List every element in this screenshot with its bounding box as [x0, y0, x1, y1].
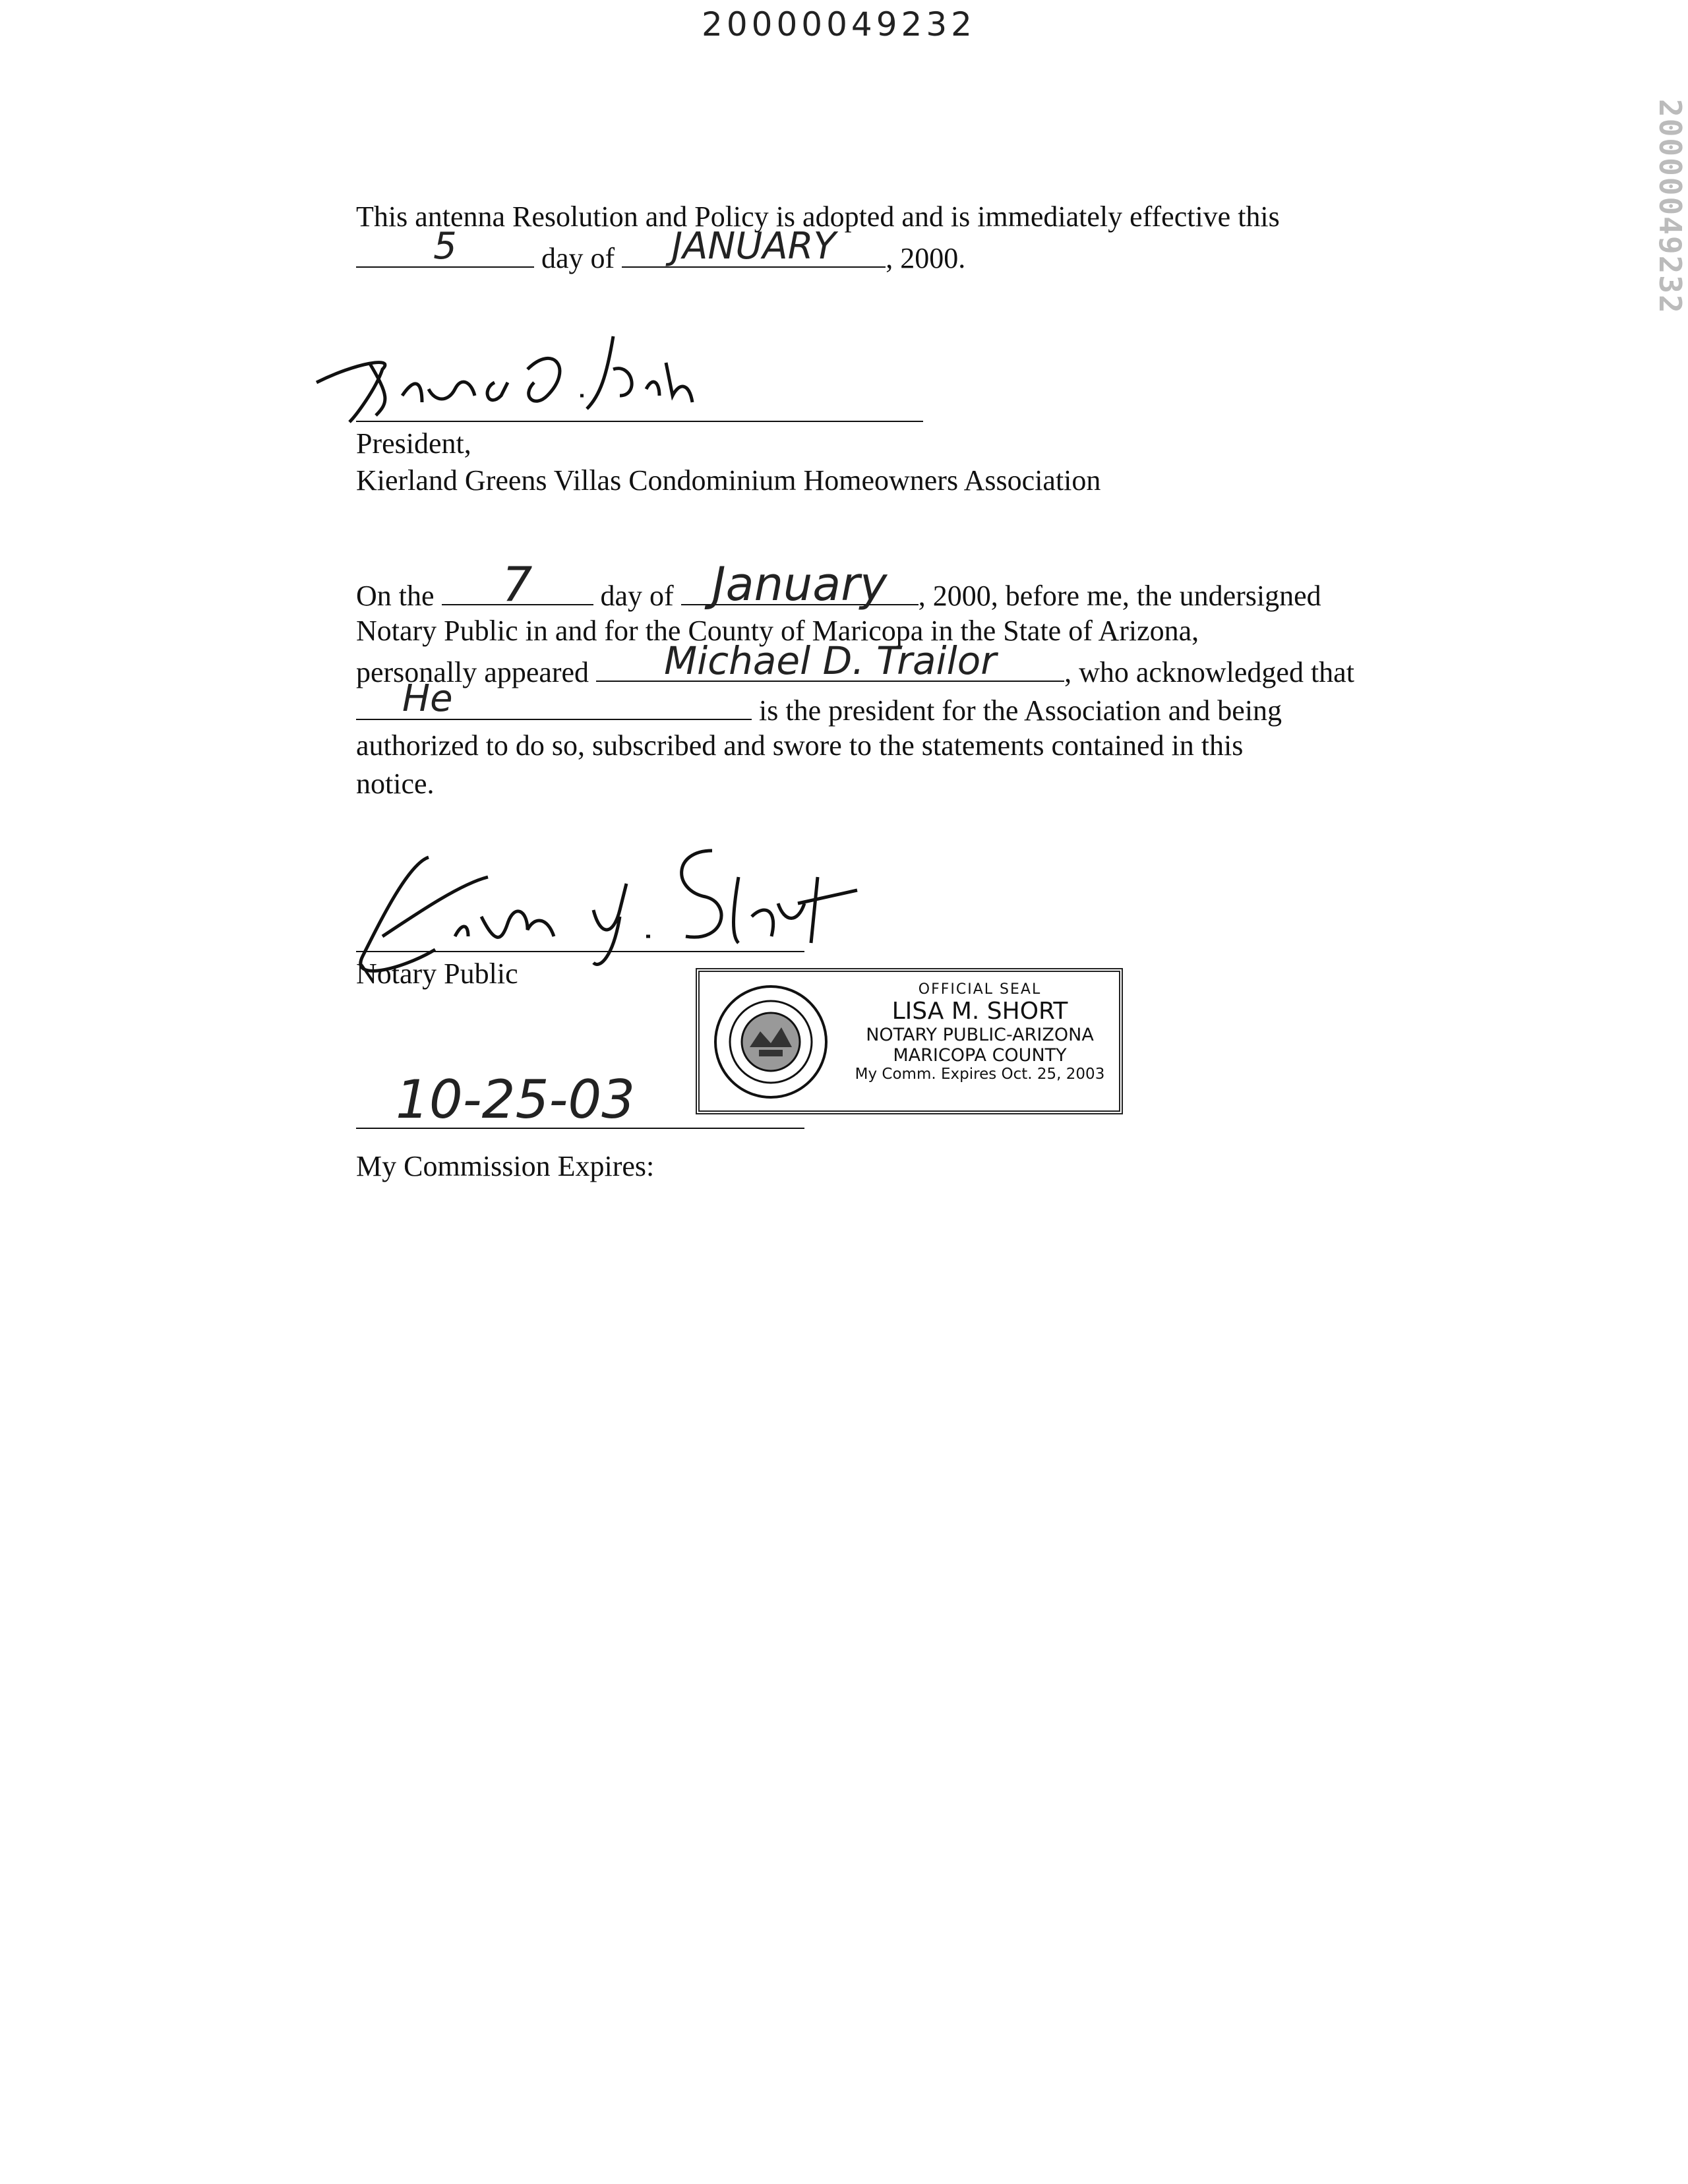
notary-day-handwritten: 7: [502, 557, 533, 612]
adoption-year: , 2000.: [886, 242, 966, 274]
adoption-month-blank: [622, 225, 886, 268]
notary-day-blank: [442, 557, 593, 612]
notary-line-4-rest: is the president for the Association and being: [759, 694, 1282, 727]
expiry-blank: [356, 1069, 804, 1130]
notary-line-5: authorized to do so, subscribed and swore to the statements contained in this: [356, 729, 1244, 762]
adoption-day-blank: [356, 225, 534, 268]
seal-line-1: OFFICIAL SEAL: [918, 981, 1042, 998]
notary-public-label: Notary Public: [356, 957, 518, 990]
seal-line-5: My Comm. Expires Oct. 25, 2003: [855, 1066, 1105, 1083]
expiry-handwritten: 10-25-03: [396, 1069, 636, 1130]
seal-text: [845, 981, 1115, 1083]
seal-line-2: LISA M. SHORT: [891, 998, 1068, 1025]
adoption-line-2: [356, 225, 966, 278]
document-number: 20000049232: [702, 5, 976, 44]
notary-day-of: day of: [600, 580, 674, 612]
notary-month-handwritten: January: [712, 557, 888, 611]
acknowledged-text: , who acknowledged that: [1064, 656, 1354, 688]
adoption-month-handwritten: JANUARY: [671, 225, 836, 268]
adoption-text: This antenna Resolution and Policy is adopted and is immediately effective this: [356, 200, 1280, 233]
adoption-day-of: day of: [541, 242, 615, 274]
notary-line-4: [356, 677, 1282, 730]
seal-line-4: MARICOPA COUNTY: [893, 1045, 1067, 1066]
on-the-text: On the: [356, 580, 435, 612]
expiry-line: [356, 1069, 804, 1139]
notary-month-blank: [681, 557, 919, 611]
seal-line-3: NOTARY PUBLIC-ARIZONA: [866, 1025, 1094, 1045]
notary-signature-line: [356, 951, 804, 952]
association-name: Kierland Greens Villas Condominium Homeowners Association: [356, 464, 1101, 497]
president-signature: [303, 323, 804, 435]
president-title: President,: [356, 427, 471, 460]
appeared-name-blank: [596, 638, 1064, 683]
notary-line-2: Notary Public in and for the County of Maricopa in the State of Arizona,: [356, 615, 1199, 647]
notary-line-1-rest: , 2000, before me, the undersigned: [918, 580, 1321, 612]
notary-line-1: [356, 557, 1321, 615]
adoption-day-handwritten: 5: [433, 225, 457, 268]
appeared-name-handwritten: Michael D. Trailor: [664, 638, 997, 683]
pronoun-blank: [356, 677, 752, 720]
commission-expires-label: My Commission Expires:: [356, 1150, 655, 1182]
notary-line-6: notice.: [356, 768, 435, 800]
side-stamp: 20000049232: [1652, 99, 1688, 315]
personally-appeared-text: personally appeared: [356, 656, 589, 688]
pronoun-handwritten: He: [402, 677, 453, 720]
president-signature-line: [356, 421, 923, 422]
